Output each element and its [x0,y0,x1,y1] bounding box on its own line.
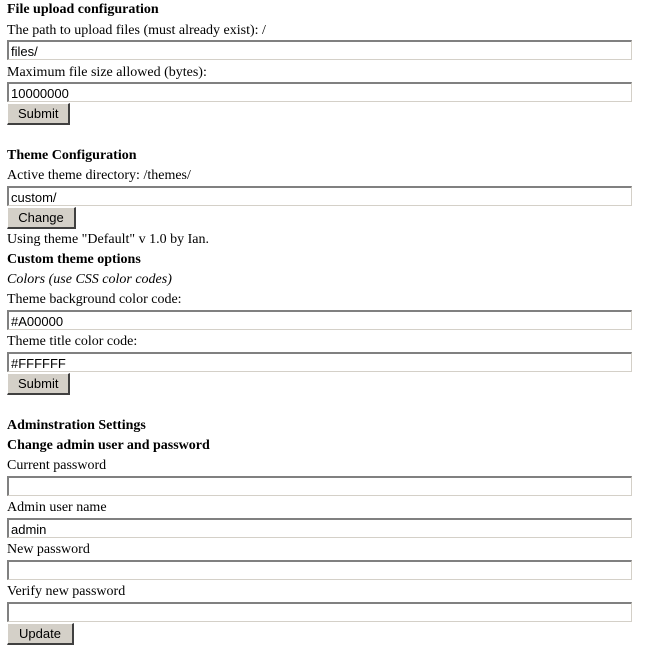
theme-dir-label: Active theme directory: /themes/ [7,168,191,183]
upload-path-label: The path to upload files (must already exist): / [7,23,266,38]
current-password-label: Current password [7,458,107,473]
colors-note: Colors (use CSS color codes) [7,272,172,287]
admin-username-label: Admin user name [7,500,107,515]
theme-title-color-input[interactable] [7,352,632,372]
max-file-size-label: Maximum file size allowed (bytes): [7,65,207,80]
theme-bg-color-input[interactable] [7,310,632,330]
custom-theme-options-heading: Custom theme options [7,252,141,267]
verify-password-label: Verify new password [7,584,126,599]
current-password-input[interactable] [7,476,632,496]
verify-password-input[interactable] [7,602,632,622]
theme-using-text: Using theme "Default" v 1.0 by Ian. [7,232,209,247]
max-file-size-input[interactable] [7,82,632,102]
new-password-input[interactable] [7,560,632,580]
theme-submit-button[interactable]: Submit [7,373,70,395]
admin-settings-heading: Adminstration Settings [7,418,146,433]
admin-update-button[interactable]: Update [7,623,74,645]
theme-dir-input[interactable] [7,186,632,206]
new-password-label: New password [7,542,90,557]
upload-submit-button[interactable]: Submit [7,103,70,125]
theme-title-color-label: Theme title color code: [7,334,138,349]
theme-bg-color-label: Theme background color code: [7,292,182,307]
theme-config-heading: Theme Configuration [7,148,137,163]
admin-username-input[interactable] [7,518,632,538]
upload-path-input[interactable] [7,40,632,60]
upload-config-heading: File upload configuration [7,2,159,17]
change-admin-heading: Change admin user and password [7,438,210,453]
theme-change-button[interactable]: Change [7,207,76,229]
